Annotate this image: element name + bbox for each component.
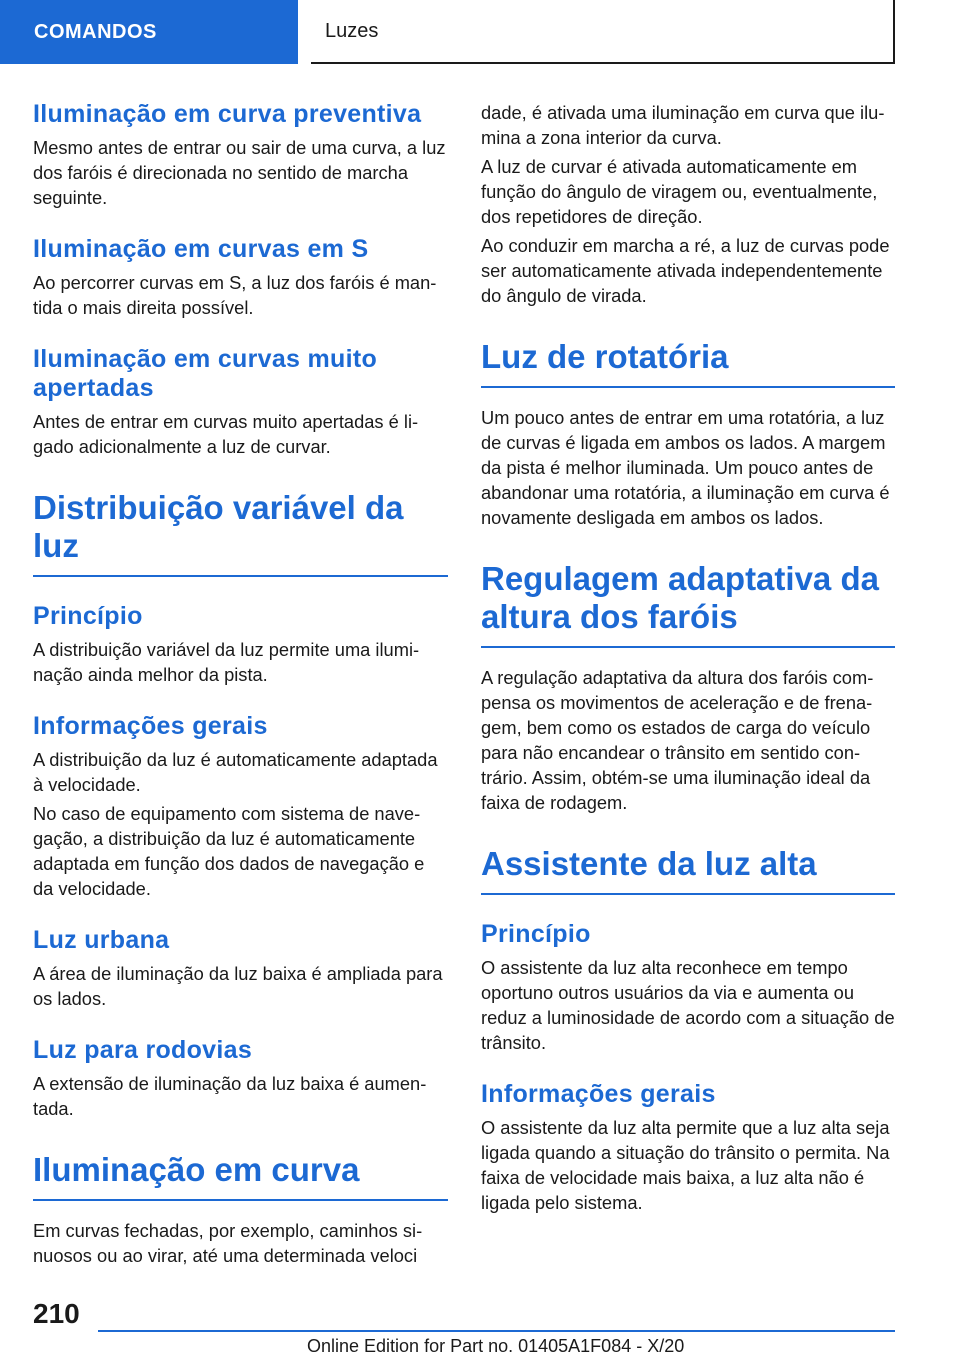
section-title: Luzes xyxy=(311,0,895,64)
heading-regulagem: Regulagem adaptativa da altura dos faróis xyxy=(481,560,895,648)
heading-assistente: Assistente da luz alta xyxy=(481,845,895,895)
text-curva-preventiva: Mesmo antes de entrar ou sair de uma curva, a luz dos faróis é direcionada no sentido de marcha seguinte. xyxy=(33,137,446,208)
text-curvas-s: Ao percorrer curvas em S, a luz dos faróis é mantida o mais direita possível. xyxy=(33,272,437,318)
heading-luz-rodovias: Luz para rodovias xyxy=(33,1036,253,1064)
text-luz-rodovias: A extensão de iluminação da luz baixa é aumentada. xyxy=(33,1073,427,1119)
heading-rotatoria: Luz de rotatória xyxy=(481,338,895,388)
text-principio-left: A distribuição variável da luz permite uma iluminação ainda melhor da pista. xyxy=(33,639,420,685)
heading-luz-urbana: Luz urbana xyxy=(33,926,170,954)
text-marcha-re: Ao conduzir em marcha a ré, a luz de curvas pode ser automaticamente ativada independentemente do ângulo de virada. xyxy=(481,235,890,306)
text-rotatoria: Um pouco antes de entrar em uma rotatória, a luz de curvas é ligada em ambos os lados. A margem da pista é melhor iluminada. Um pouco antes de abandonar uma rotatória, a iluminação em curva é novamente desligada em ambos os lados. xyxy=(481,407,890,528)
text-principio-right: O assistente da luz alta reconhece em tempo oportuno outros usuários da via e aumenta ou reduz a luminosidade de acordo com a situação de trânsito. xyxy=(481,957,895,1053)
text-continuation: dade, é ativada uma iluminação em curva que ilumina a zona interior da curva. xyxy=(481,102,885,148)
right-column xyxy=(481,100,895,1215)
text-informacoes-left-1: A distribuição da luz é automaticamente adaptada à velocidade. xyxy=(33,749,438,795)
text-regulagem: A regulação adaptativa da altura dos faróis compensa os movimentos de aceleração e de frenagem, bem como os estados de carga do veículo para não encandear o trânsito em sentido contrário. Assim, obtém-se uma iluminação ideal da faixa de rodagem. xyxy=(481,667,874,813)
heading-informacoes-left: Informações gerais xyxy=(33,712,268,740)
heading-curvas-s: Iluminação em curvas em S xyxy=(33,235,369,263)
left-column xyxy=(33,100,448,1268)
page-number: 210 xyxy=(33,1298,80,1329)
heading-curva-preventiva: Iluminação em curva preventiva xyxy=(33,100,422,128)
heading-iluminacao-curva: Iluminação em curva xyxy=(33,1151,448,1201)
heading-principio-left: Princípio xyxy=(33,602,143,630)
footer-edition: Online Edition for Part no. 01405A1F084 - X/20 xyxy=(307,1336,685,1356)
text-luz-curvar: A luz de curvar é ativada automaticamente em função do ângulo de viragem ou, eventualmente, dos repetidores de direção. xyxy=(481,156,878,227)
heading-principio-right: Princípio xyxy=(481,920,591,948)
text-curvas-apertadas: Antes de entrar em curvas muito apertadas é ligado adicionalmente a luz de curvar. xyxy=(33,411,419,457)
text-luz-urbana: A área de iluminação da luz baixa é ampliada para os lados. xyxy=(33,963,443,1009)
text-informacoes-right: O assistente da luz alta permite que a luz alta seja ligada quando a situação do trânsito o permita. Na faixa de velocidade mais baixa, a luz alta não é ligada pelo sistema. xyxy=(481,1117,890,1213)
text-informacoes-left-2: No caso de equipamento com sistema de navegação, a distribuição da luz é automaticamente adaptada em função dos dados de navegação e da velocidade. xyxy=(33,803,425,899)
text-iluminacao-curva: Em curvas fechadas, por exemplo, caminhos sinuosos ou ao virar, até uma determinada veloci xyxy=(33,1220,423,1266)
heading-informacoes-right: Informações gerais xyxy=(481,1080,716,1108)
heading-distribuicao: Distribuição variável da luz xyxy=(33,489,448,577)
heading-curvas-apertadas: Iluminação em curvas muito apertadas xyxy=(33,345,378,402)
footer-rule xyxy=(98,1330,895,1332)
chapter-tab: COMANDOS xyxy=(0,0,298,64)
